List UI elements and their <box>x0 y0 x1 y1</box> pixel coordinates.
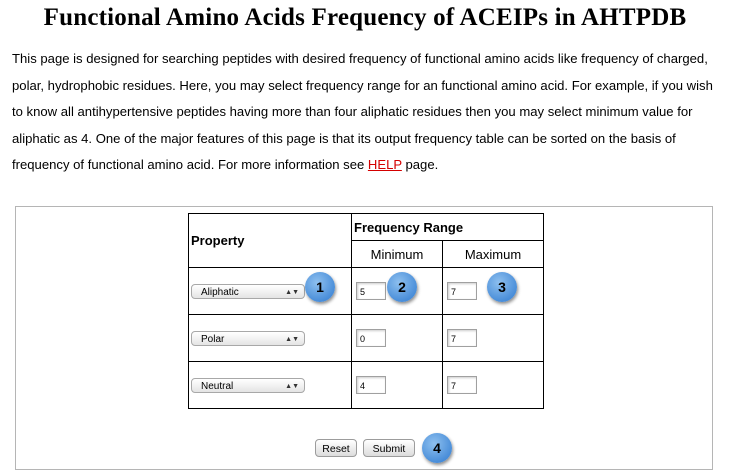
property-select-value: Aliphatic <box>201 286 239 298</box>
minimum-input-2[interactable]: 0 <box>356 329 386 347</box>
table-row <box>189 362 544 409</box>
frequency-table <box>188 213 544 409</box>
minimum-input-3[interactable]: 4 <box>356 376 386 394</box>
minimum-input-1[interactable]: 5 <box>356 282 386 300</box>
intro-paragraph <box>12 46 718 179</box>
callout-badge-1: 1 <box>305 272 335 302</box>
frequency-range-header: Frequency Range <box>352 214 544 241</box>
property-select-3[interactable] <box>191 378 305 393</box>
callout-badge-4: 4 <box>422 433 452 463</box>
chevron-updown-icon: ▲▼ <box>285 382 299 390</box>
intro-text: This page is designed for searching peptides with desired frequency of functional amino acids like frequency of charged, polar, hydrophobic residues. Here, you may select frequency range for an functional amino acid. For example, if you wish to know all antihypertensive peptides having more than four aliphatic residues then you may select minimum value for aliphatic as 4. One of the major features of this page is that its output frequency table can be sorted on the basis of frequency of functional amino acid. For more information see <box>12 51 713 172</box>
minimum-header: Minimum <box>352 241 443 268</box>
chevron-updown-icon: ▲▼ <box>285 335 299 343</box>
intro-tail: page. <box>401 157 439 172</box>
maximum-input-1[interactable]: 7 <box>447 282 477 300</box>
maximum-header: Maximum <box>443 241 544 268</box>
property-header: Property <box>189 214 352 268</box>
help-link[interactable]: HELP <box>367 157 402 172</box>
property-select-1[interactable] <box>191 284 305 299</box>
maximum-input-3[interactable]: 7 <box>447 376 477 394</box>
reset-button[interactable]: Reset <box>315 439 357 457</box>
page-title: Functional Amino Acids Frequency of ACEIPs in AHTPDB <box>43 4 687 31</box>
chevron-updown-icon: ▲▼ <box>285 288 299 296</box>
property-select-value: Polar <box>201 333 225 345</box>
submit-button[interactable]: Submit <box>363 439 415 457</box>
table-row <box>189 315 544 362</box>
callout-badge-3: 3 <box>487 272 517 302</box>
property-select-2[interactable] <box>191 331 305 346</box>
maximum-input-2[interactable]: 7 <box>447 329 477 347</box>
property-select-value: Neutral <box>201 380 234 392</box>
callout-badge-2: 2 <box>387 272 417 302</box>
